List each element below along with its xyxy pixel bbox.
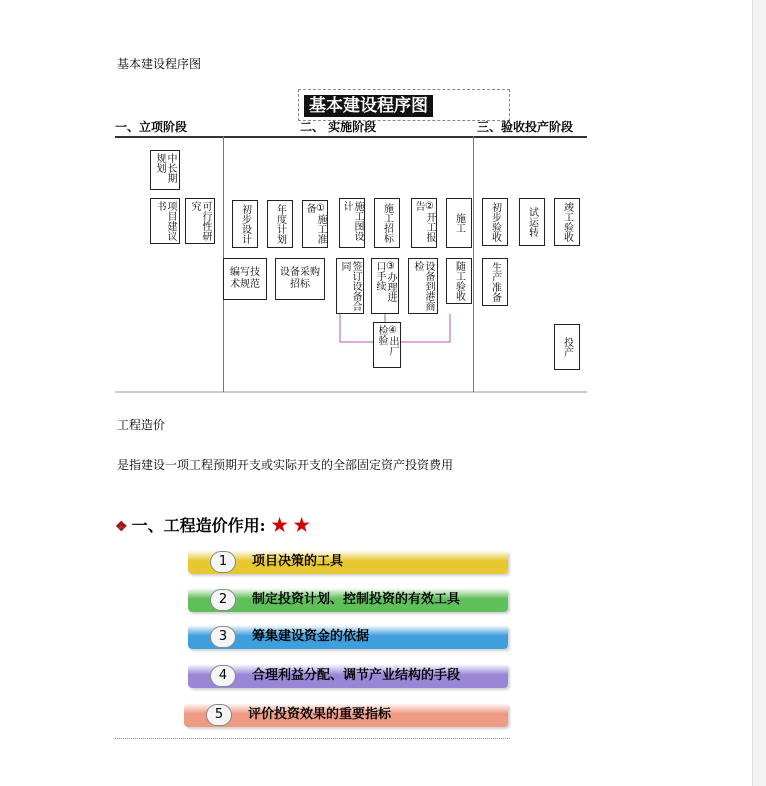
stage-label-1: 一、立项阶段 (115, 120, 188, 134)
item-number-badge: 1 (210, 551, 236, 573)
cost-functions-title: 一、工程造价作用: (131, 516, 266, 535)
item-number-badge: 5 (206, 704, 232, 726)
item-number-badge: 3 (210, 626, 236, 648)
cost-definition-text: 是指建设一项工程预期开支或实际开支的全部固定资产投资费用 (117, 458, 454, 472)
box-annual-plan: 年度计划 (267, 200, 293, 248)
cost-function-item-3 (188, 625, 508, 649)
stage-label-2: 二、 实施阶段 (300, 120, 377, 134)
item-number-badge: 4 (210, 665, 236, 687)
diamond-bullet-icon: ❖ (115, 519, 128, 535)
box-factory-inspection: ④出厂检验 (373, 322, 401, 368)
box-construction-drawing: 施工图设计 (339, 198, 365, 248)
box-equipment-arrival: 设备到港商检 (408, 258, 438, 314)
stage-label-3: 三、验收投产阶段 (477, 120, 574, 134)
item-text: 评价投资效果的重要指标 (248, 707, 392, 722)
box-production-prep: 生产准备 (482, 258, 508, 306)
box-completion-acceptance: 竣工验收 (554, 198, 580, 246)
stage-separator-2 (473, 136, 474, 392)
box-equipment-bidding: 设备采购招标 (275, 258, 325, 300)
box-import-procedures: ③办理进口手续 (371, 258, 399, 314)
cost-functions-heading (115, 513, 310, 536)
star-icon: ★ (271, 515, 288, 536)
cost-function-item-5 (184, 703, 508, 727)
cost-function-item-2 (188, 588, 508, 612)
box-feasibility-study: 可行性研究 (185, 198, 215, 244)
cost-function-item-1 (188, 550, 508, 574)
box-preliminary-acceptance: 初步验收 (482, 198, 508, 246)
box-sign-contract: 签订设备合同 (336, 258, 364, 314)
box-production: 投产 (554, 324, 580, 370)
cost-function-item-4 (188, 664, 508, 688)
box-project-proposal: 项目建议书 (150, 198, 180, 244)
construction-procedure-flowchart (115, 86, 587, 396)
item-text: 项目决策的工具 (252, 554, 344, 569)
box-trial-run: 试运转 (519, 198, 545, 246)
dotted-divider (115, 738, 510, 739)
box-construction: 施工 (446, 198, 472, 248)
item-text: 筹集建设资金的依据 (252, 629, 370, 644)
box-preliminary-design: 初步设计 (232, 200, 258, 248)
item-text: 制定投资计划、控制投资的有效工具 (252, 592, 461, 607)
box-tech-spec: 编写技术规范 (223, 258, 267, 300)
box-start-report: ②开工报告 (411, 198, 437, 248)
flowchart-title: 基本建设程序图 (304, 95, 433, 117)
item-text: 合理利益分配、调节产业结构的手段 (252, 668, 461, 683)
box-construction-bidding: 施工招标 (374, 198, 400, 248)
section-heading-cost: 工程造价 (117, 418, 166, 432)
box-construction-prep: ①施工准备 (302, 200, 328, 248)
section-heading-procedure: 基本建设程序图 (117, 57, 202, 71)
vertical-scrollbar[interactable] (752, 0, 766, 786)
star-icon: ★ (293, 515, 310, 536)
box-long-term-plan: 中长期规划 (150, 150, 180, 190)
item-number-badge: 2 (210, 589, 236, 611)
box-with-acceptance: 随工验收 (446, 258, 472, 304)
stage-divider-line (115, 136, 587, 138)
